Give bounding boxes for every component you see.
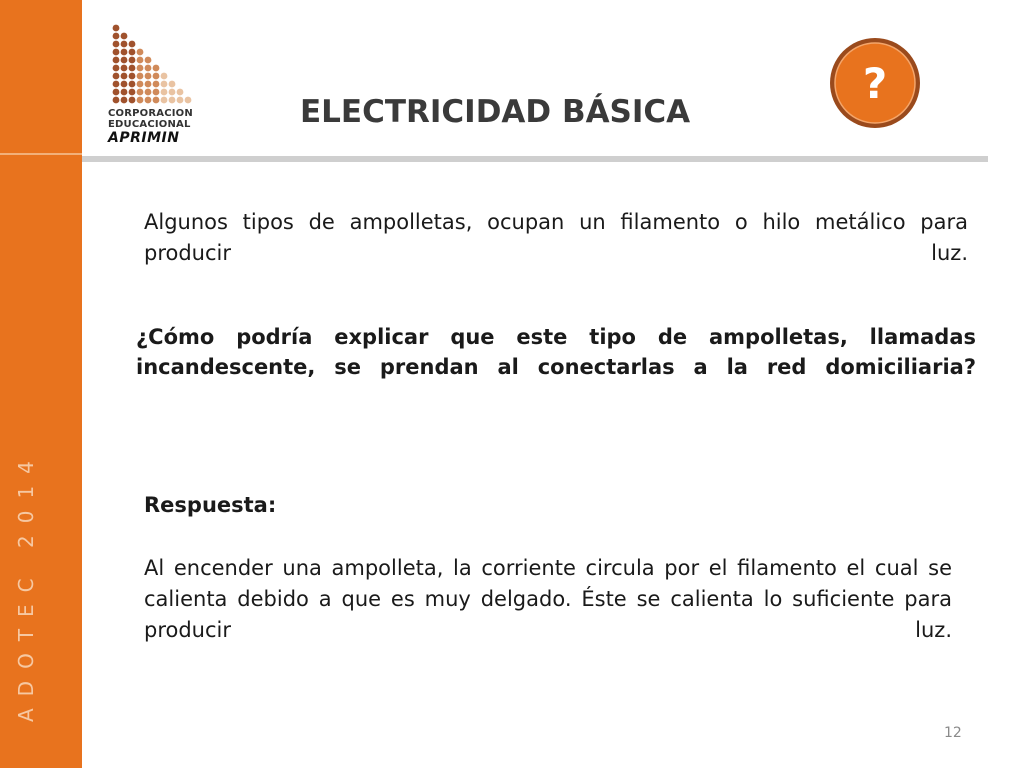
- sidebar-vertical-text: ADOTEC 2014: [14, 449, 38, 722]
- answer-paragraph: Al encender una ampolleta, la corriente circula por el filamento el cual se calienta debido a que es muy delgado. Éste se calienta lo suficiente para producir luz.: [144, 556, 952, 642]
- slide-title: ELECTRICIDAD BÁSICA: [300, 94, 691, 130]
- company-logo: [106, 22, 202, 152]
- question-paragraph: ¿Cómo podría explicar que este tipo de ampolletas, llamadas incandescente, se prendan al conectarlas a la red domiciliaria?: [136, 325, 976, 379]
- page-number: 12: [944, 725, 962, 741]
- question-mark-icon: [828, 36, 922, 130]
- logo-text-line1: CORPORACION: [108, 108, 193, 119]
- answer-label: Respuesta:: [144, 493, 277, 517]
- logo-dot-pattern: [110, 22, 202, 108]
- logo-text-line2: EDUCACIONAL: [108, 119, 191, 130]
- intro-paragraph: Algunos tipos de ampolletas, ocupan un filamento o hilo metálico para producir luz.: [144, 210, 968, 265]
- svg-text:?: ?: [862, 59, 888, 108]
- sidebar-divider: [0, 153, 82, 155]
- sidebar-band: [0, 0, 82, 768]
- logo-text-line3: APRIMIN: [108, 130, 180, 146]
- title-divider: [82, 156, 988, 162]
